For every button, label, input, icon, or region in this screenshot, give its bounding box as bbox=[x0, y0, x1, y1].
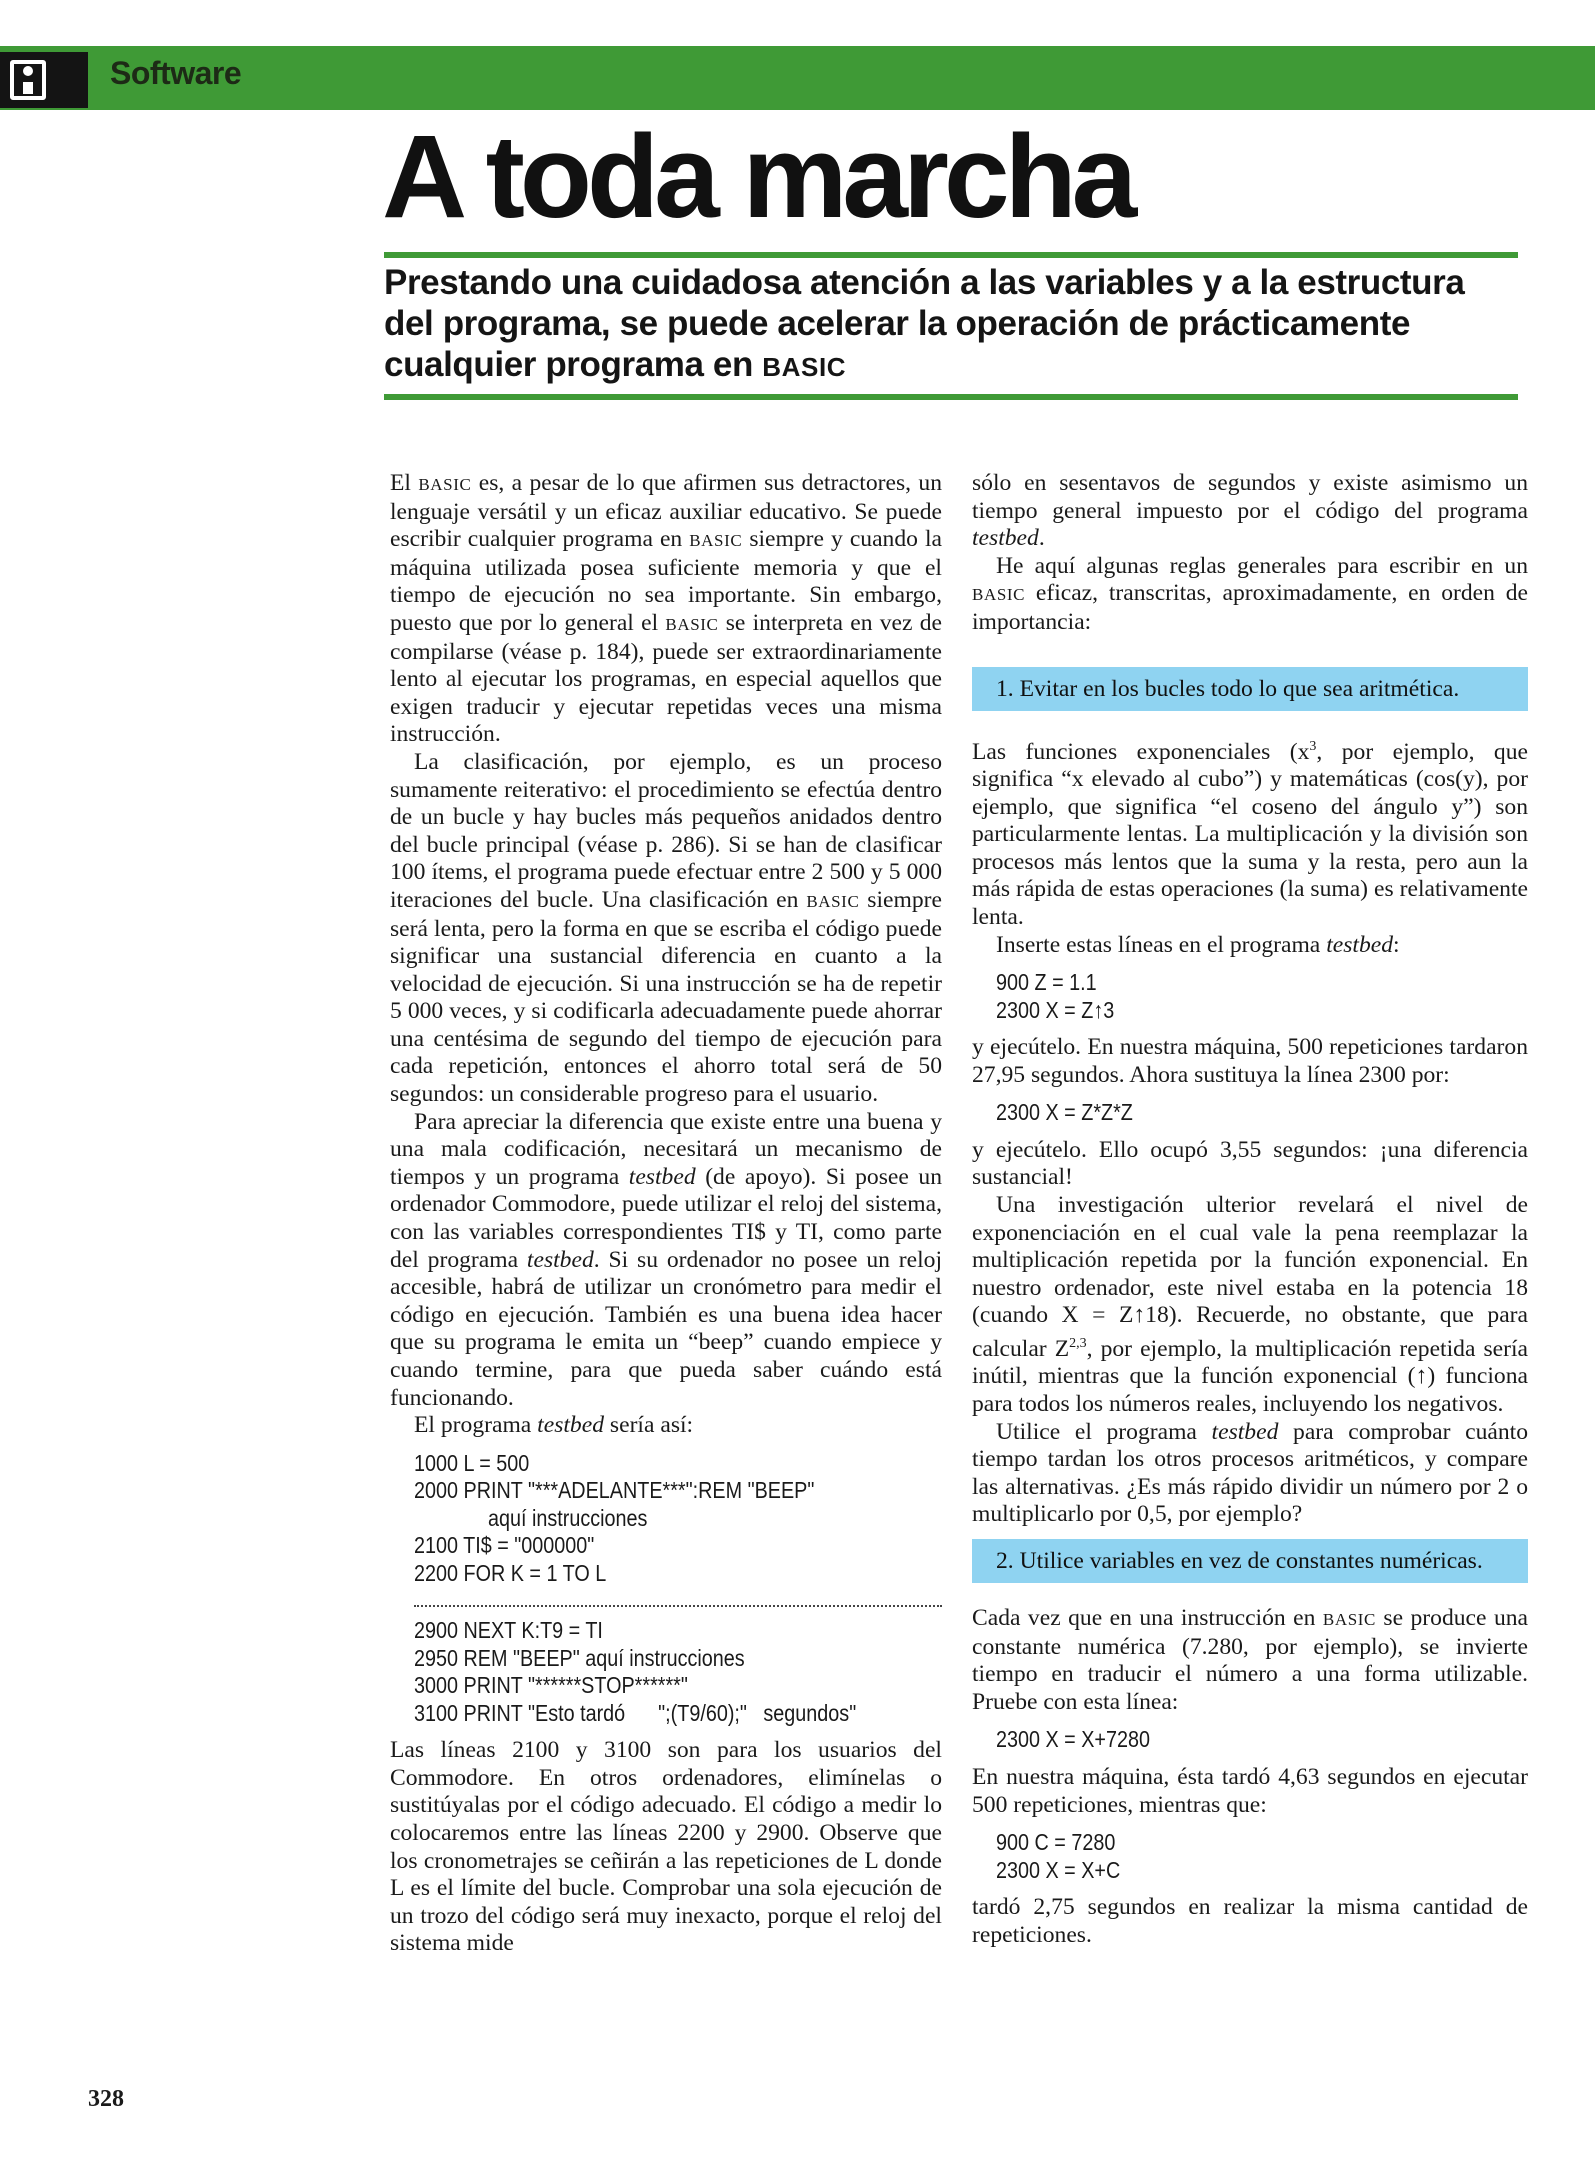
rule-box-2: 2. Utilice variables en vez de constantes numéricas. bbox=[972, 1539, 1528, 1583]
code-listing bbox=[996, 1829, 1454, 1884]
code-line: 2100 TI$ = "000000" bbox=[414, 1532, 595, 1559]
paragraph bbox=[390, 470, 942, 749]
paragraph bbox=[972, 470, 1528, 553]
paragraph bbox=[390, 1109, 942, 1413]
code-line: 3100 PRINT "Esto tardó ";(T9/60);" segundos" bbox=[414, 1699, 857, 1726]
floppy-disk-icon bbox=[10, 60, 46, 100]
paragraph: En nuestra máquina, ésta tardó 4,63 segundos en ejecutar 500 repeticiones, mientras que: bbox=[972, 1763, 1528, 1818]
right-column bbox=[972, 470, 1528, 1949]
paragraph bbox=[390, 749, 942, 1109]
text: El programa bbox=[414, 1412, 538, 1439]
section-label: Software bbox=[110, 55, 242, 91]
left-column bbox=[390, 470, 942, 1958]
paragraph: tardó 2,75 segundos en realizar la misma cantidad de repeticiones. bbox=[972, 1894, 1528, 1948]
code-line: 2900 NEXT K:T9 = TI bbox=[414, 1617, 603, 1644]
testbed-italic: testbed bbox=[628, 1163, 696, 1190]
article-title: A toda marcha bbox=[382, 111, 1133, 243]
text: , por ejemplo, la multiplicación repetida sería inútil, mientras que la función exponencial (↑) funciona para todos los números reales, incluyendo los negativos. bbox=[972, 1335, 1529, 1418]
code-line: 900 C = 7280 bbox=[996, 1829, 1116, 1856]
code-listing bbox=[996, 969, 1454, 1024]
subtitle-rule-bottom bbox=[384, 394, 1518, 400]
text: Inserte estas líneas en el programa bbox=[996, 931, 1327, 958]
paragraph bbox=[390, 1412, 942, 1440]
text: Las funciones exponenciales (x bbox=[972, 738, 1310, 765]
basic-smallcaps: BASIC bbox=[1322, 1610, 1376, 1630]
text: , por ejemplo, que significa “x elevado al cubo”) y matemáticas (cos(y), por ejemplo, que significa “el coseno del ángulo y”) son particularmente lentas. La multiplicación y la división son procesos más lentos que la suma y la resta, pero aun la más rápida de estas operaciones (la suma) es relativamente lenta. bbox=[972, 738, 1529, 930]
text: siempre y cuando la máquina utilizada posea suficiente memoria y que el tiempo de ejecución no sea importante. Sin embargo, puesto que por lo general el bbox=[390, 526, 942, 636]
text: se produce una constante numérica (7.280, por ejemplo), se invierte tiempo en traducir el número a una forma utilizable. Pruebe con esta línea: bbox=[972, 1605, 1529, 1715]
code-listing bbox=[414, 1617, 868, 1727]
text: sería así: bbox=[604, 1412, 694, 1439]
text: (de apoyo). Si posee un ordenador Commodore, puede utilizar el reloj del sistema, con las variables correspondientes TI$ y TI, como parte del programa bbox=[390, 1163, 942, 1273]
rule-box-1: 1. Evitar en los bucles todo lo que sea aritmética. bbox=[972, 667, 1528, 711]
code-listing bbox=[996, 1099, 1454, 1127]
basic-smallcaps: BASIC bbox=[665, 614, 719, 634]
testbed-italic: testbed bbox=[537, 1412, 605, 1439]
testbed-italic: testbed bbox=[526, 1246, 594, 1273]
code-line: aquí instrucciones bbox=[487, 1504, 648, 1531]
code-listing bbox=[996, 1726, 1454, 1754]
superscript: 2,3 bbox=[1069, 1336, 1087, 1352]
basic-smallcaps: BASIC bbox=[418, 475, 472, 494]
testbed-italic: testbed bbox=[1211, 1418, 1279, 1445]
paragraph bbox=[972, 553, 1528, 637]
code-line: 2000 PRINT "***ADELANTE***":REM "BEEP" bbox=[414, 1477, 815, 1504]
subtitle-rule-top bbox=[384, 252, 1518, 258]
paragraph bbox=[972, 733, 1528, 932]
text: El bbox=[390, 470, 419, 496]
text: eficaz, transcritas, aproximadamente, en orden de importancia: bbox=[972, 580, 1528, 635]
code-line: 1000 L = 500 bbox=[414, 1449, 530, 1476]
testbed-italic: testbed bbox=[1326, 931, 1394, 958]
code-line: 3000 PRINT "******STOP******" bbox=[414, 1672, 688, 1699]
code-line: 2300 X = Z↑3 bbox=[996, 996, 1115, 1023]
section-icon-box bbox=[0, 52, 88, 108]
text: Una investigación ulterior revelará el nivel de exponenciación en el cual vale la pena reemplazar la multiplicación repetida por la función exponencial. En nuestro ordenador, este nivel estaba en la potencia 18 (cuando X = Z↑18). Recuerde, no obstante, que para calcular Z bbox=[972, 1192, 1528, 1362]
code-line: 900 Z = 1.1 bbox=[996, 969, 1097, 996]
code-listing bbox=[414, 1450, 868, 1588]
text: : bbox=[1393, 931, 1400, 958]
text: siempre será lenta, pero la forma en que se escriba el código puede significar una sustancial diferencia en cuanto a la velocidad de ejecución. Si una instrucción se ha de repetir 5 000 veces, y si codificarla adecuadamente puede ahorrar una centésima de segundo del tiempo de ejecución para cada repetición, entonces el ahorro total será de 50 segundos: un considerable progreso para el usuario. bbox=[390, 886, 942, 1108]
paragraph: Las líneas 2100 y 3100 son para los usuarios del Commodore. En otros ordenadores, elimínelas o sustitúyalas por el código adecuado. El código a medir lo colocaremos entre las líneas 2200 y 2900. Observe que los cronometrajes se ceñirán a las repeticiones de L donde L es el límite del bucle. Comprobar una sola ejecución de un trozo del código será muy inexacto, porque el reloj del sistema mide bbox=[390, 1737, 942, 1957]
testbed-italic: testbed bbox=[972, 525, 1039, 552]
text: He aquí algunas reglas generales para escribir en un bbox=[996, 552, 1528, 579]
code-line: 2300 X = Z*Z*Z bbox=[996, 1099, 1133, 1126]
text: La clasificación, por ejemplo, es un proceso sumamente reiterativo: el procedimiento se efectúa dentro de un bucle y hay bucles más pequeños anidados dentro del bucle principal (véase p. 286). Si se han de clasificar 100 ítems, el programa puede efectuar entre 2 500 y 5 000 iteraciones del bucle. Una clasificación en bbox=[390, 748, 942, 913]
code-ellipsis-divider bbox=[414, 1597, 942, 1607]
subtitle-basic: BASIC bbox=[762, 352, 847, 382]
text: Utilice el programa bbox=[996, 1418, 1212, 1445]
article-subtitle bbox=[384, 262, 1518, 388]
text: . bbox=[1038, 525, 1045, 552]
code-line: 2950 REM "BEEP" aquí instrucciones bbox=[414, 1644, 745, 1671]
code-line: 2300 X = X+C bbox=[996, 1856, 1121, 1883]
paragraph: y ejecútelo. Ello ocupó 3,55 segundos: ¡una diferencia sustancial! bbox=[972, 1136, 1528, 1191]
text: es, a pesar de lo que afirmen sus detractores, un lenguaje versátil y un eficaz auxiliar educativo. Se puede escribir cualquier programa en bbox=[390, 470, 942, 553]
page-number: 328 bbox=[88, 2086, 124, 2112]
paragraph bbox=[972, 1192, 1528, 1419]
paragraph bbox=[972, 1419, 1528, 1529]
paragraph: y ejecútelo. En nuestra máquina, 500 repeticiones tardaron 27,95 segundos. Ahora sustituya la línea 2300 por: bbox=[972, 1034, 1528, 1088]
text: para comprobar cuánto tiempo tardan los otros procesos aritméticos, y compare las alternativas. ¿Es más rápido dividir un número por 2 o multiplicarlo por 0,5, por ejemplo? bbox=[972, 1418, 1528, 1528]
paragraph bbox=[972, 932, 1528, 960]
text: Cada vez que en una instrucción en bbox=[972, 1605, 1323, 1632]
superscript: 3 bbox=[1309, 738, 1317, 754]
code-line: 2200 FOR K = 1 TO L bbox=[414, 1559, 607, 1586]
text: . Si su ordenador no posee un reloj accesible, habrá de utilizar un cronómetro para medir el código en ejecución. También es una buena idea hacer que su programa le emita un “beep” cuando empiece y cuando termine, para que pueda saber cuándo está funcionando. bbox=[390, 1246, 942, 1411]
text: se interpreta en vez de compilarse (véase p. 184), puede ser extraordinariamente lento al ejecutar los programas, en especial aquellos que exigen traducir y ejecutar repetidas veces una misma instrucción. bbox=[390, 609, 942, 748]
basic-smallcaps: BASIC bbox=[689, 531, 743, 551]
basic-smallcaps: BASIC bbox=[972, 585, 1026, 605]
code-line: 2300 X = X+7280 bbox=[996, 1726, 1150, 1753]
paragraph bbox=[972, 1605, 1528, 1716]
text: Para apreciar la diferencia que existe entre una buena y una mala codificación, necesitará un mecanismo de tiempos y un programa bbox=[390, 1108, 942, 1190]
basic-smallcaps: BASIC bbox=[806, 891, 860, 911]
text: sólo en sesentavos de segundos y existe asimismo un tiempo general impuesto por el código del programa bbox=[972, 470, 1528, 524]
subtitle-text: Prestando una cuidadosa atención a las variables y a la estructura del programa, se puede acelerar la operación de prácticamente cualquier programa en bbox=[384, 263, 1465, 384]
